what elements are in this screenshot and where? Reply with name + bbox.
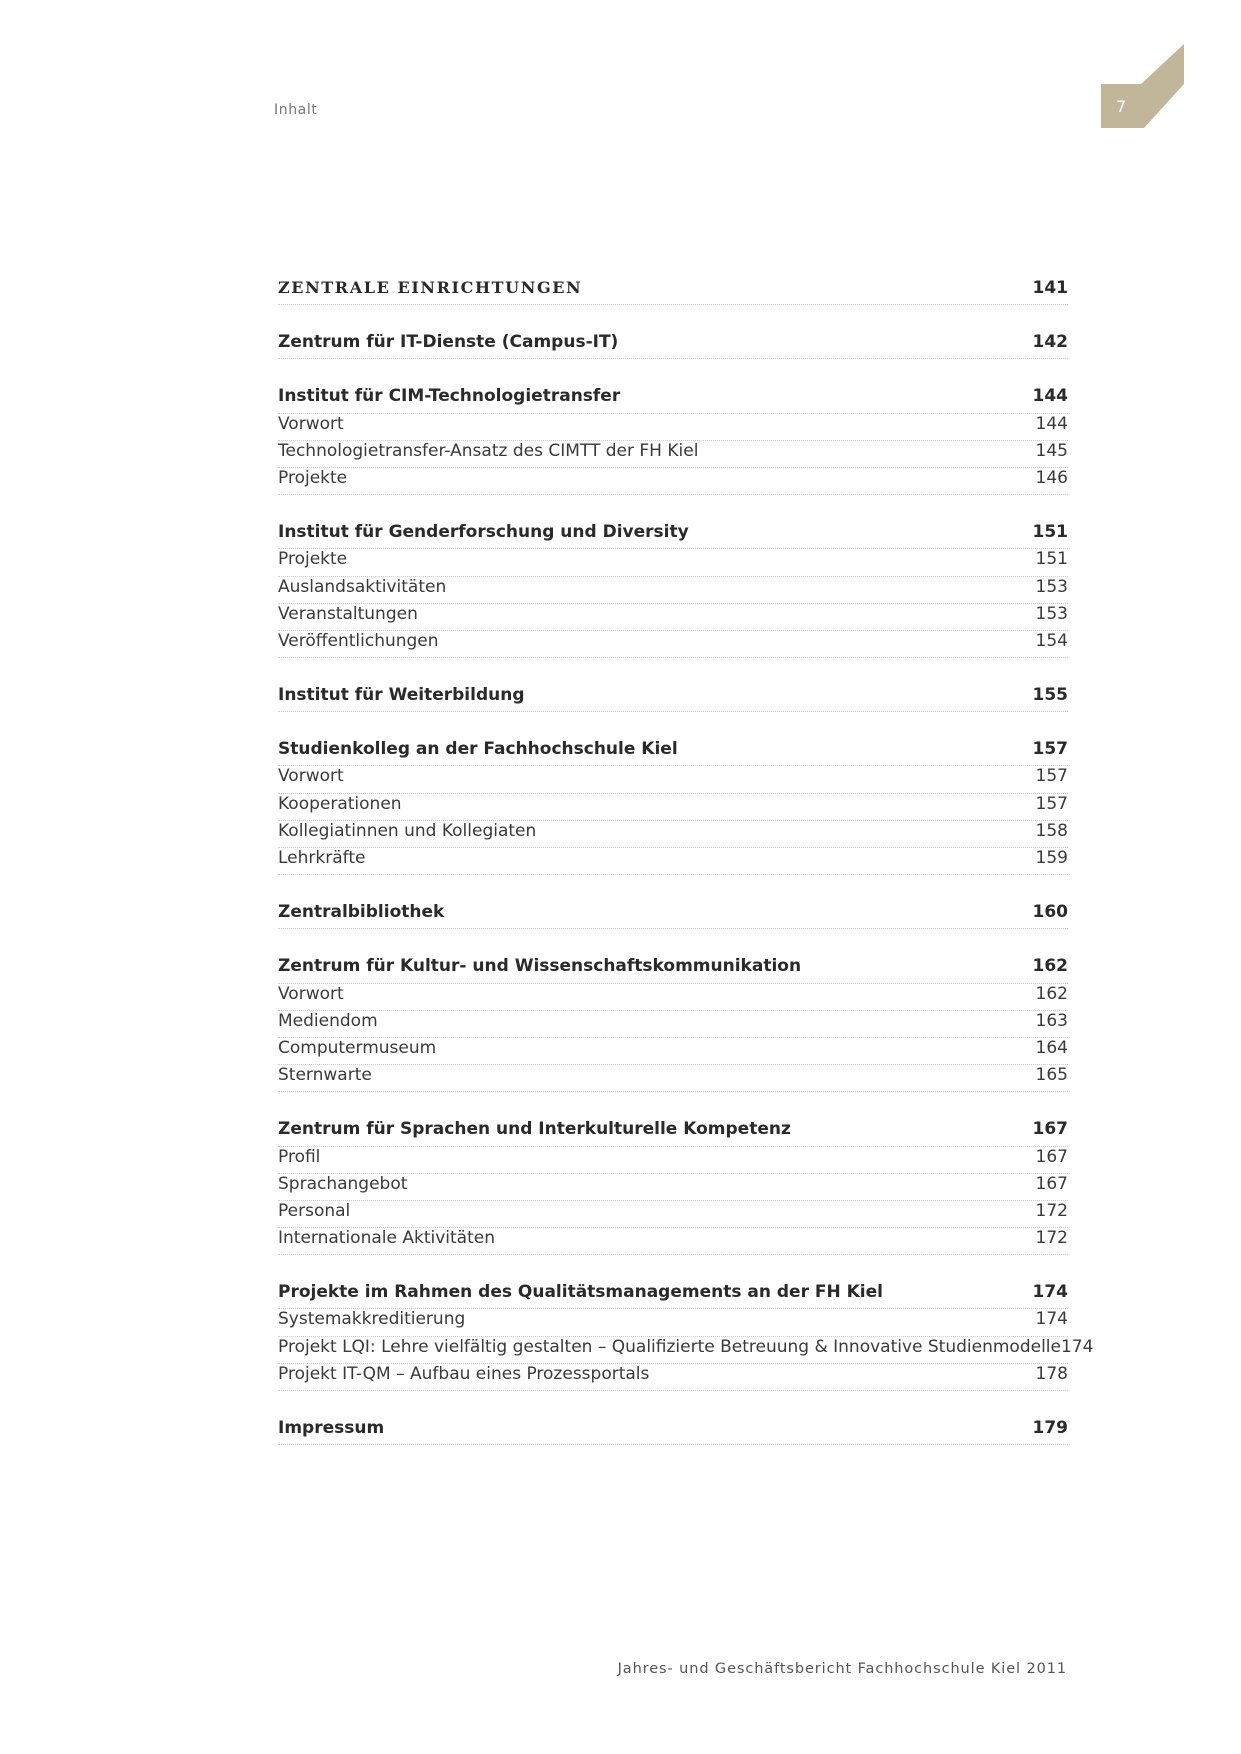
toc-entry-title: Zentralbibliothek: [278, 902, 445, 923]
toc-entry[interactable]: [278, 794, 1068, 821]
toc-section: [278, 1418, 1068, 1445]
toc-section-heading[interactable]: [278, 332, 1068, 359]
toc-page-number: 167: [1035, 1173, 1068, 1194]
toc-entry-title: Lehrkräfte: [278, 848, 366, 868]
toc-page-number: 165: [1035, 1065, 1068, 1086]
toc-section-heading[interactable]: [278, 1119, 1068, 1146]
toc-section: [278, 1119, 1068, 1255]
toc-section-heading[interactable]: [278, 1418, 1068, 1445]
toc-entry-title: Sternwarte: [278, 1065, 372, 1086]
toc-entry[interactable]: [278, 1201, 1068, 1228]
toc-entry-title: Studienkolleg an der Fachhochschule Kiel: [278, 739, 678, 760]
toc-section: [278, 386, 1068, 495]
toc-entry-title: Zentrum für Kultur- und Wissenschaftskommunikation: [278, 956, 802, 977]
toc-section: [278, 332, 1068, 359]
toc-entry[interactable]: [278, 1174, 1068, 1201]
toc-page-number: 160: [1032, 902, 1068, 923]
toc-section: [278, 902, 1068, 929]
page-number: 7: [1116, 97, 1127, 116]
toc-section: [278, 1282, 1094, 1391]
toc-entry[interactable]: [278, 631, 1068, 658]
toc-entry[interactable]: [278, 577, 1068, 604]
toc-entry[interactable]: [278, 1309, 1068, 1336]
toc-section: [278, 685, 1068, 712]
toc-entry-title: Systemakkreditierung: [278, 1309, 466, 1330]
toc-entry-title: Veranstaltungen: [278, 603, 418, 624]
toc-page-number: 162: [1035, 983, 1068, 1004]
toc-entry[interactable]: [278, 468, 1068, 495]
toc-page-number: 141: [1032, 278, 1068, 298]
toc-page-number: 144: [1032, 386, 1068, 407]
toc-page-number: 179: [1032, 1418, 1068, 1438]
toc-entry[interactable]: [278, 604, 1068, 631]
toc-section-heading[interactable]: [278, 685, 1068, 712]
toc-page-number: 153: [1035, 576, 1068, 597]
toc-entry-title: Internationale Aktivitäten: [278, 1228, 495, 1249]
toc-section: [278, 522, 1068, 658]
footer-publication-title: Jahres- und Geschäftsbericht Fachhochschule Kiel 2011: [617, 1661, 1067, 1677]
toc-page-number: 157: [1032, 739, 1068, 760]
toc-entry[interactable]: [278, 1364, 1068, 1391]
toc-entry-title: Kollegiatinnen und Kollegiaten: [278, 820, 537, 841]
toc-page-number: 174: [1032, 1282, 1068, 1303]
toc-entry[interactable]: [278, 549, 1068, 576]
toc-entry-title: Institut für CIM-Technologietransfer: [278, 386, 621, 407]
toc-entry-title: Technologietransfer-Ansatz des CIMTT der FH Kiel: [278, 440, 699, 461]
toc-page-number: 154: [1035, 630, 1068, 651]
toc-entry-title: Impressum: [278, 1418, 385, 1438]
toc-entry-title: Institut für Genderforschung und Diversity: [278, 522, 689, 543]
toc-entry[interactable]: [278, 848, 1068, 875]
toc-entry-title: Vorwort: [278, 413, 344, 434]
toc-page-number: 158: [1035, 820, 1068, 841]
toc-entry-title: Projekte im Rahmen des Qualitätsmanagements an der FH Kiel: [278, 1282, 883, 1303]
toc-entry[interactable]: [278, 766, 1068, 793]
toc-entry[interactable]: [278, 1038, 1068, 1065]
toc-entry-title: Projekt IT-QM – Aufbau eines Prozessportals: [278, 1363, 650, 1384]
toc-page-number: 167: [1032, 1119, 1068, 1140]
toc-page-number: 155: [1032, 685, 1068, 706]
toc-page-number: 174: [1035, 1309, 1068, 1330]
toc-entry-title: Auslandsaktivitäten: [278, 576, 447, 597]
toc-entry[interactable]: [278, 1228, 1068, 1255]
page-number-tab: [1101, 44, 1184, 128]
toc-entry[interactable]: [278, 441, 1068, 468]
toc-section-heading[interactable]: [278, 386, 1068, 413]
toc-entry-title: Mediendom: [278, 1010, 378, 1031]
toc-entry[interactable]: [278, 1065, 1068, 1092]
toc-entry-title: Projekte: [278, 549, 348, 570]
toc-entry[interactable]: [278, 821, 1068, 848]
toc-entry-title: Sprachangebot: [278, 1173, 408, 1194]
toc-page-number: 144: [1035, 413, 1068, 434]
toc-section: [278, 956, 1068, 1092]
toc-entry-title: Veröffentlichungen: [278, 630, 439, 651]
toc-entry[interactable]: [278, 984, 1068, 1011]
toc-page-number: 146: [1035, 467, 1068, 488]
table-of-contents: [278, 278, 1094, 1472]
toc-entry[interactable]: [278, 1147, 1068, 1174]
toc-page-number: 159: [1035, 848, 1068, 868]
toc-page-number: 172: [1035, 1228, 1068, 1249]
toc-section: [278, 278, 1068, 305]
toc-page-number: 157: [1035, 766, 1068, 787]
toc-entry-title: Projekt LQI: Lehre vielfältig gestalten – Qualifizierte Betreuung & Innovative Studienmodelle: [278, 1336, 1061, 1357]
toc-page-number: 167: [1035, 1146, 1068, 1167]
toc-section: [278, 739, 1068, 875]
toc-page-number: 142: [1032, 332, 1068, 353]
toc-entry-title: ZENTRALE EINRICHTUNGEN: [278, 278, 583, 297]
toc-page-number: 163: [1035, 1010, 1068, 1031]
toc-entry-title: Profil: [278, 1146, 321, 1167]
toc-section-heading[interactable]: [278, 278, 1068, 305]
toc-page-number: 157: [1035, 793, 1068, 814]
toc-page-number: 164: [1035, 1037, 1068, 1058]
toc-entry-title: Institut für Weiterbildung: [278, 685, 525, 706]
running-header: Inhalt: [274, 102, 318, 118]
toc-entry-title: Vorwort: [278, 983, 344, 1004]
toc-section-heading[interactable]: [278, 739, 1068, 766]
toc-entry[interactable]: [278, 414, 1068, 441]
toc-section-heading[interactable]: [278, 902, 1068, 929]
toc-entry[interactable]: [278, 1336, 1094, 1364]
toc-section-heading[interactable]: [278, 522, 1068, 549]
toc-entry-title: Computermuseum: [278, 1037, 437, 1058]
toc-entry-title: Zentrum für Sprachen und Interkulturelle Kompetenz: [278, 1119, 791, 1140]
toc-entry-title: Projekte: [278, 467, 348, 488]
toc-entry-title: Zentrum für IT-Dienste (Campus-IT): [278, 332, 619, 353]
toc-entry[interactable]: [278, 1011, 1068, 1038]
toc-entry-title: Personal: [278, 1200, 351, 1221]
toc-page-number: 178: [1035, 1363, 1068, 1384]
toc-page-number: 151: [1035, 549, 1068, 570]
toc-page-number: 153: [1035, 603, 1068, 624]
toc-page-number: 151: [1032, 522, 1068, 543]
toc-entry-title: Vorwort: [278, 766, 344, 787]
toc-entry-title: Kooperationen: [278, 793, 402, 814]
toc-section-heading[interactable]: [278, 956, 1068, 983]
toc-page-number: 145: [1035, 440, 1068, 461]
toc-page-number: 172: [1035, 1200, 1068, 1221]
toc-page-number: 174: [1060, 1336, 1094, 1357]
toc-section-heading[interactable]: [278, 1282, 1068, 1309]
toc-page-number: 162: [1032, 956, 1068, 977]
